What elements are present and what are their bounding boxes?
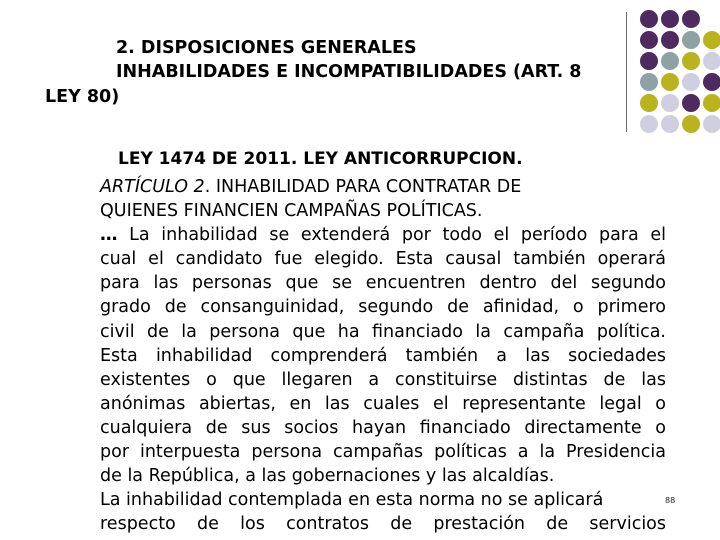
dot-lavender	[661, 115, 679, 133]
dot-lavender	[682, 73, 700, 91]
slide-title-line-2: INHABILIDADES E INCOMPATIBILIDADES (ART. 8	[116, 62, 582, 82]
body-line	[100, 223, 666, 247]
dot-purple	[682, 94, 700, 112]
dot-purple	[640, 10, 658, 28]
vertical-divider	[626, 12, 627, 132]
article-heading-line-2: QUIENES FINANCIEN CAMPAÑAS POLÍTICAS.	[100, 201, 483, 222]
dot-teal	[682, 31, 700, 49]
article-heading-text: . INHABILIDAD PARA CONTRATAR DE	[204, 177, 522, 197]
dot-purple	[682, 10, 700, 28]
body-line: Esta inhabilidad comprenderá también a las sociedades	[100, 345, 666, 366]
dot-purple	[703, 73, 720, 91]
dot-purple	[640, 31, 658, 49]
dot-purple	[661, 31, 679, 49]
dot-olive	[682, 115, 700, 133]
article-reference: ARTÍCULO 2	[100, 177, 205, 197]
body-line: cual el candidato fue elegido. Esta causal también operará	[100, 249, 666, 270]
dot-olive	[682, 52, 700, 70]
dot-lavender	[703, 115, 720, 133]
law-subtitle: LEY 1474 DE 2011. LEY ANTICORRUPCION.	[118, 149, 523, 169]
dot-lavender	[661, 94, 679, 112]
ellipsis: …	[100, 225, 118, 246]
body-line: anónimas abiertas, en las cuales el representante legal o	[100, 393, 666, 414]
article-body	[100, 175, 666, 536]
body-line: cualquiera de sus socios hayan financiado directamente o	[100, 417, 666, 438]
dot-olive	[703, 31, 720, 49]
dot-olive	[640, 94, 658, 112]
body-line: La inhabilidad contemplada en esta norma no se aplicará	[100, 490, 604, 511]
body-line: grado de consanguinidad, segundo de afinidad, o primero	[100, 297, 666, 318]
article-heading-line-1	[100, 175, 666, 199]
dot-teal	[640, 73, 658, 91]
dot-purple	[640, 52, 658, 70]
dot-purple	[661, 10, 679, 28]
body-line: para las personas que se encuentren dentro del segundo	[100, 273, 666, 294]
body-line: respecto de los contratos de prestación de servicios	[100, 514, 666, 535]
body-line: existentes o que llegaren a constituirse distintas de las	[100, 369, 666, 390]
slide-title-line-1: 2. DISPOSICIONES GENERALES	[116, 38, 417, 58]
dot-olive	[661, 73, 679, 91]
dot-teal	[661, 52, 679, 70]
dot-olive	[703, 94, 720, 112]
page-number: 88	[665, 496, 676, 505]
dot-lavender	[703, 52, 720, 70]
body-line: por interpuesta persona campañas políticas a la Presidencia	[100, 442, 666, 463]
body-line-text: La inhabilidad se extenderá por todo el período para el	[117, 225, 666, 246]
body-line: civil de la persona que ha financiado la campaña política.	[100, 321, 666, 342]
body-line: de la República, a las gobernaciones y las alcaldías.	[100, 466, 555, 487]
slide-title-line-3: LEY 80)	[45, 87, 120, 107]
dot-lavender	[640, 115, 658, 133]
